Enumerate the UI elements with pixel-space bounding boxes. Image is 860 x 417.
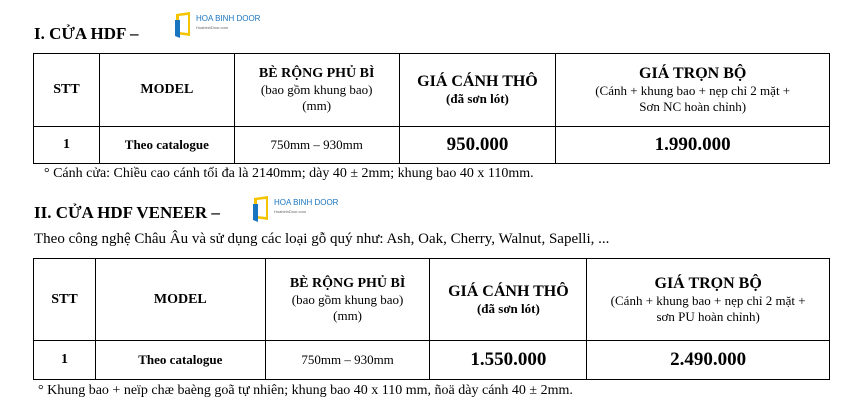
- header-width: BÈ RỘNG PHỦ BÌ (bao gồm khung bao) (mm): [234, 54, 399, 127]
- cell-model: Theo catalogue: [95, 341, 265, 380]
- door-logo-icon: [252, 196, 272, 222]
- logo-brand-text: HOA BINH DOOR: [196, 14, 261, 23]
- section2-logo: [252, 196, 338, 222]
- cell-full-price: 2.490.000: [587, 341, 830, 380]
- table-header-row: [34, 259, 830, 341]
- section2-note: ° Khung bao + neïp chæ baèng goã tự nhiên; khung bao 40 x 110 mm, ñoä dày cánh 40 ± 2mm.: [38, 383, 573, 398]
- cell-stt: 1: [34, 341, 96, 380]
- section1-note: ° Cánh cửa: Chiều cao cánh tối đa là 2140mm; dày 40 ± 2mm; khung bao 40 x 110mm.: [44, 166, 534, 181]
- logo-site-text: HoabinhDoor.com: [196, 25, 229, 30]
- header-model: MODEL: [99, 54, 234, 127]
- table-header-row: [34, 54, 830, 127]
- header-raw-price: GIÁ CÁNH THÔ (đã sơn lót): [399, 54, 556, 127]
- logo-site-text: HoabinhDoor.com: [274, 209, 307, 214]
- section2-title: II. CỬA HDF VENEER –: [34, 203, 220, 222]
- table-row: [34, 127, 830, 164]
- header-full-price: GIÁ TRỌN BỘ (Cánh + khung bao + nẹp chỉ 2 mặt + sơn PU hoàn chỉnh): [587, 259, 830, 341]
- header-model: MODEL: [95, 259, 265, 341]
- section1-title: I. CỬA HDF –: [34, 24, 139, 43]
- header-raw-price: GIÁ CÁNH THÔ (đã sơn lót): [430, 259, 587, 341]
- cell-model: Theo catalogue: [99, 127, 234, 164]
- table-row: [34, 341, 830, 380]
- header-stt: STT: [34, 54, 100, 127]
- header-width: BÈ RỘNG PHỦ BÌ (bao gồm khung bao) (mm): [265, 259, 430, 341]
- cell-width: 750mm – 930mm: [265, 341, 430, 380]
- cell-width: 750mm – 930mm: [234, 127, 399, 164]
- header-stt: STT: [34, 259, 96, 341]
- section2-intro: Theo công nghệ Châu Âu và sử dụng các loại gỗ quý như: Ash, Oak, Cherry, Walnut, Sapelli, ...: [34, 231, 610, 247]
- header-full-price: GIÁ TRỌN BỘ (Cánh + khung bao + nẹp chỉ 2 mặt + Sơn NC hoàn chỉnh): [556, 54, 830, 127]
- cell-full-price: 1.990.000: [556, 127, 830, 164]
- section2-price-table: [33, 258, 830, 380]
- section1-logo: [174, 12, 260, 38]
- cell-raw-price: 950.000: [399, 127, 556, 164]
- cell-raw-price: 1.550.000: [430, 341, 587, 380]
- door-logo-icon: [174, 12, 194, 38]
- logo-brand-text: HOA BINH DOOR: [274, 198, 339, 207]
- cell-stt: 1: [34, 127, 100, 164]
- section1-price-table: [33, 53, 830, 164]
